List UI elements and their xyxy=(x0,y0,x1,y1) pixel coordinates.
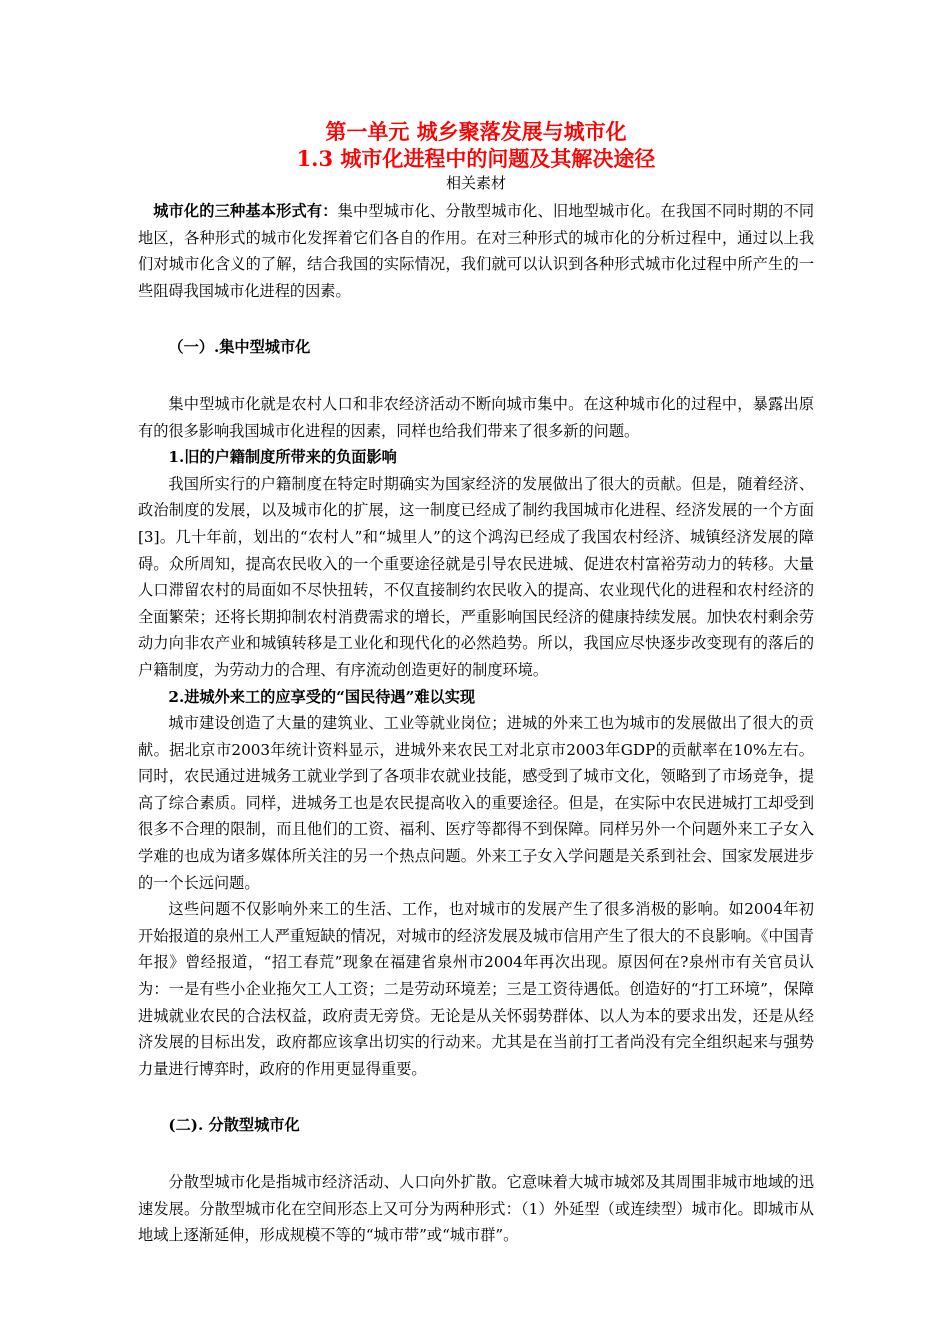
subsection2-paragraph-1: 城市建设创造了大量的建筑业、工业等就业岗位；进城的外来工也为城市的发展做出了很大的贡献。据北京市2003年统计资料显示，进城外来农民工对北京市2003年GDP的贡献率在10%左右。同时，农民通过进城务工就业学到了各项非农就业技能，感受到了城市文化，领略到了市场竞争，提高了综合素质。同样，进城务工也是农民提高收入的重要途径。但是，在实际中农民进城打工却受到很多不合理的限制，而且他们的工资、福利、医疗等都得不到保障。同样另外一个问题外来工子女入学难的也成为诸多媒体所关注的另一个热点问题。外来工子女入学问题是关系到社会、国家发展进步的一个长远问题。 xyxy=(138,714,814,892)
subsection2-heading: 2.进城外来工的应享受的“国民待遇”难以实现 xyxy=(168,687,476,706)
section1-paragraph: 集中型城市化就是农村人口和非农经济活动不断向城市集中。在这种城市化的过程中，暴露出原有的很多影响我国城市化进程的因素，同样也给我们带来了很多新的问题。 xyxy=(138,394,814,440)
section2-paragraph: 分散型城市化是指城市经济活动、人口向外扩散。它意味着大城市城郊及其周围非城市地域的迅速发展。分散型城市化在空间形态上又可分为两种形式：（1）外延型（或连续型）城市化。即城市从地域上逐渐延伸，形成规模不等的“城市带”或“城市群”。 xyxy=(138,1173,814,1245)
document-subtitle: 相关素材 xyxy=(445,174,506,192)
subsection1-paragraph: 我国所实行的户籍制度在特定时期确实为国家经济的发展做出了很大的贡献。但是，随着经济、政治制度的发展，以及城市化的扩展，这一制度已经成了制约我国城市化进程、经济发展的一个方面[3]。几十年前，划出的“农村人”和“城里人”的这个鸿沟已经成了我国农村经济、城镇经济发展的障碍。众所周知，提高农民收入的一个重要途径就是引导农民进城、促进农村富裕劳动力的转移。大量人口滞留农村的局面如不尽快扭转，不仅直接制约农民收入的提高、农业现代化的进程和农村经济的全面繁荣；还将长期抑制农村消费需求的增长，严重影响国民经济的健康持续发展。加快农村剩余劳动力向非农产业和城镇转移是工业化和现代化的必然趋势。所以，我国应尽快逐步改变现有的落后的户籍制度，为劳动力的合理、有序流动创造更好的制度环境。 xyxy=(138,474,814,679)
document-title-line2: 1.3 城市化进程中的问题及其解决途径 xyxy=(296,146,656,171)
subsection1-heading: 1.旧的户籍制度所带来的负面影响 xyxy=(168,448,397,467)
section2-heading: (二). 分散型城市化 xyxy=(168,1116,300,1135)
spacer xyxy=(138,304,814,334)
spacer xyxy=(138,361,814,391)
subsection2-paragraph-2: 这些问题不仅影响外来工的生活、工作，也对城市的发展产生了很多消极的影响。如2004年初开始报道的泉州工人严重短缺的情况，对城市的经济发展及城市信用产生了很大的不良影响。《中国青年报》曾经报道，“招工春荒”现象在福建省泉州市2004年再次出现。原因何在?泉州市有关官员认为：一是有些小企业拖欠工人工资；二是劳动环境差；三是工资待遇低。创造好的“打工环境”，保障进城就业农民的合法权益，政府责无旁贷。无论是从关怀弱势群体、以人为本的要求出发，还是从经济发展的目标出发，政府都应该拿出切实的行动来。尤其是在当前打工者尚没有完全组织起来与强势力量进行博弈时，政府的作用更显得重要。 xyxy=(138,900,814,1078)
document-title-line1: 第一单元 城乡聚落发展与城市化 xyxy=(325,119,627,144)
section1-heading: （一）.集中型城市化 xyxy=(168,338,311,357)
intro-paragraph xyxy=(138,198,814,304)
spacer xyxy=(138,1082,814,1112)
document-page xyxy=(138,118,814,1249)
spacer xyxy=(138,1139,814,1169)
intro-text: 集中型城市化、分散型城市化、旧地型城市化。在我国不同时期的不同地区，各种形式的城市化发挥着它们各自的作用。在对三种形式的城市化的分析过程中，通过以上我们对城市化含义的了解，结合我国的实际情况，我们就可以认识到各种形式城市化过程中所产生的一些阻碍我国城市化进程的因素。 xyxy=(138,202,815,300)
intro-lead: 城市化的三种基本形式有： xyxy=(153,202,338,220)
